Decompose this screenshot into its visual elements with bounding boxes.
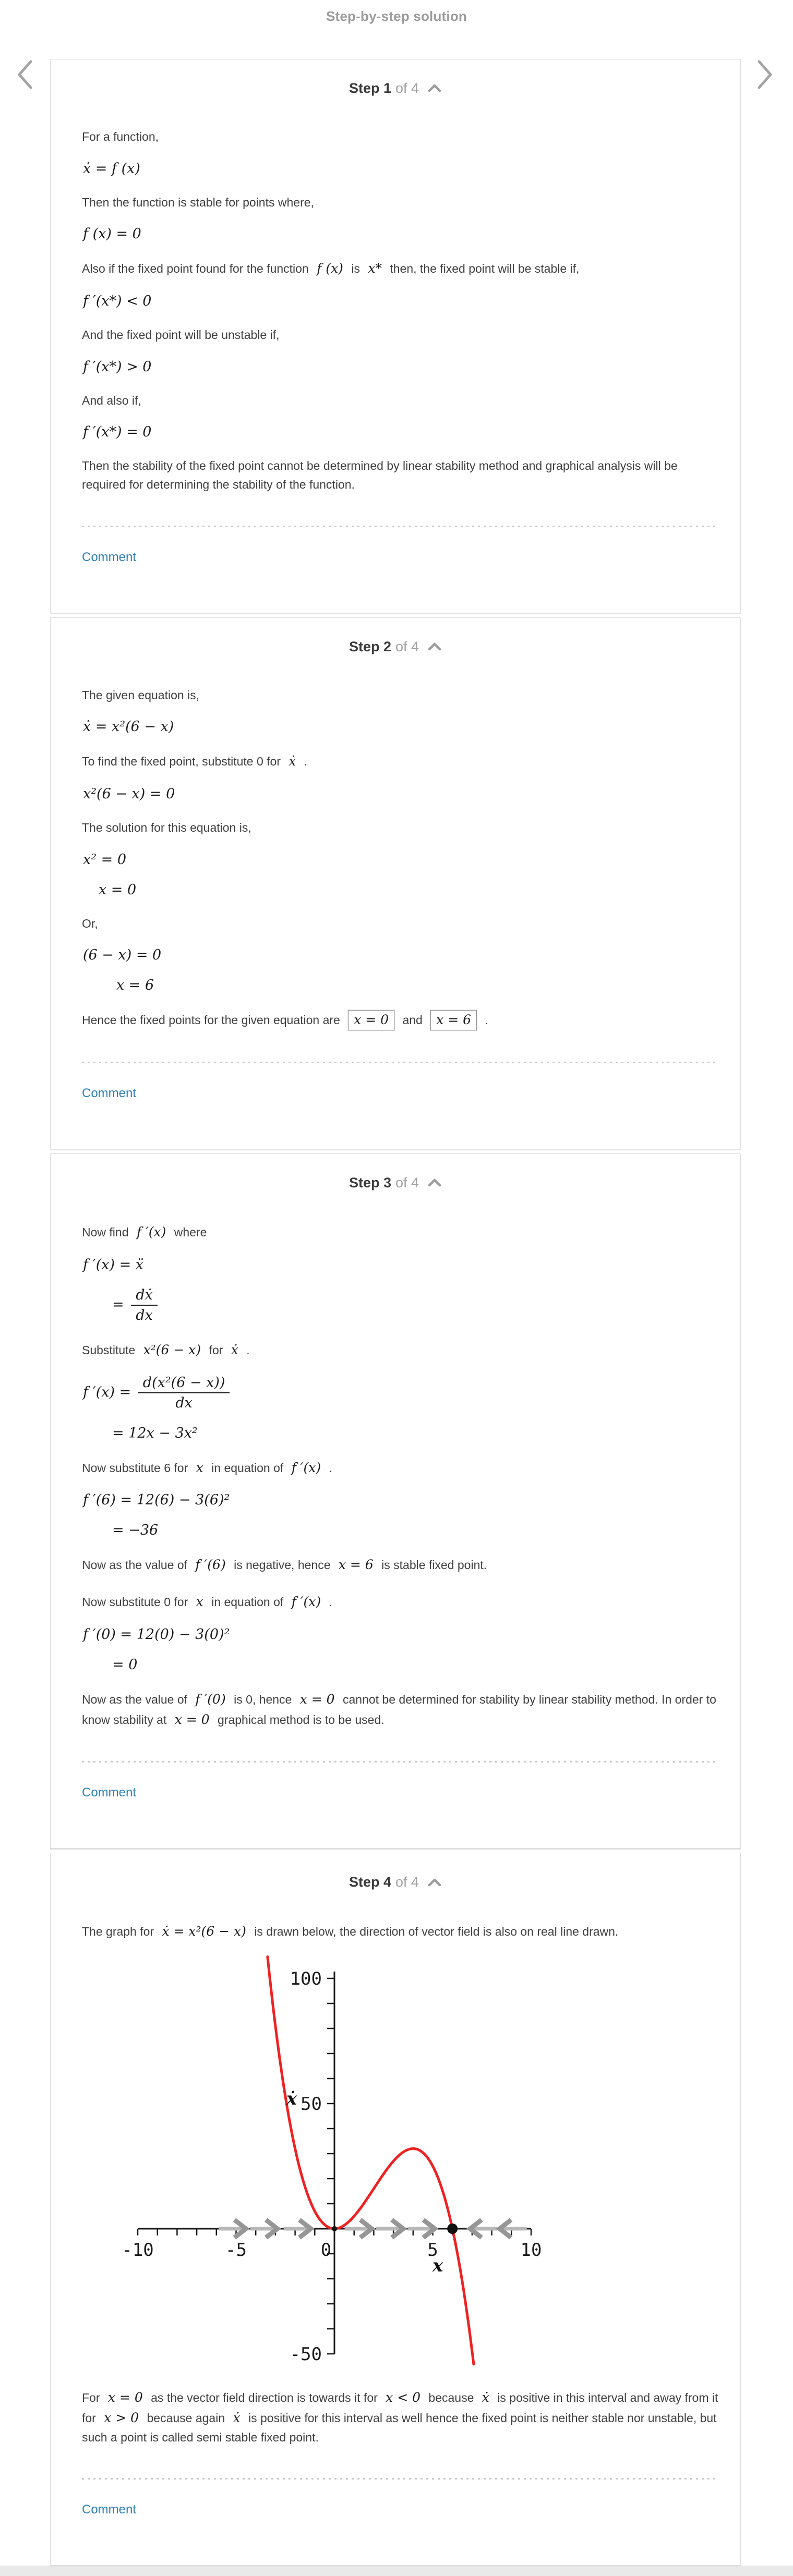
math-segment: f ′(6) = 12(6) − 3(6)² <box>83 1492 230 1509</box>
paragraph <box>82 1340 718 1360</box>
paragraph <box>82 1592 718 1612</box>
text-segment: in equation of <box>211 1461 284 1475</box>
direction-arrow <box>407 2220 435 2238</box>
text-segment: Substitute <box>82 1343 136 1357</box>
comment-link[interactable]: Comment <box>82 1785 137 1800</box>
math-line <box>112 1425 718 1441</box>
paragraph <box>82 193 718 212</box>
text-segment: Now substitute 6 for <box>82 1461 188 1475</box>
chevron-up-icon <box>427 1878 442 1887</box>
paragraph <box>82 128 718 147</box>
math-segment: x²(6 − x) = 0 <box>83 785 175 802</box>
paragraph <box>82 915 718 933</box>
prev-step-button[interactable] <box>16 59 33 92</box>
text-segment: Then the stability of the fixed point cannot be determined by linear stability method and graphical analysis will be required for determining the stability of the function. <box>82 459 678 491</box>
divider <box>82 2478 718 2480</box>
math-line <box>83 424 718 440</box>
text-segment: To find the fixed point, substitute 0 for <box>82 755 281 769</box>
inline-math: ẋ <box>482 2390 489 2405</box>
comment-link[interactable]: Comment <box>82 2502 137 2517</box>
text-segment: in equation of <box>211 1595 284 1609</box>
inline-math: ẋ <box>289 754 296 769</box>
math-line <box>116 977 718 993</box>
math-segment: f ′(x*) = 0 <box>83 424 152 441</box>
math-line <box>83 161 718 177</box>
x-tick-label: 5 <box>427 2240 438 2261</box>
paragraph <box>82 819 718 837</box>
step-count: of 4 <box>395 80 419 96</box>
paragraph <box>82 2388 718 2447</box>
text-segment: Then the function is stable for points where, <box>82 195 314 209</box>
step-body <box>51 128 740 613</box>
y-tick-label: 50 <box>301 2094 322 2115</box>
fraction-denominator: dx <box>136 1307 153 1323</box>
inline-math: x²(6 − x) <box>143 1342 201 1357</box>
solution-cards <box>50 59 741 2566</box>
math-segment: f ′(x) = ẍ <box>83 1256 144 1273</box>
paragraph <box>82 259 718 279</box>
collapse-step-button[interactable] <box>427 1178 442 1189</box>
text-segment: Also if the fixed point found for the function <box>82 262 309 276</box>
inline-math: f ′(6) <box>195 1557 226 1573</box>
text-segment: then, the fixed point will be stable if, <box>390 262 580 276</box>
step-title: Step 1 <box>349 80 391 96</box>
paragraph <box>82 392 718 410</box>
chevron-up-shape <box>429 86 440 91</box>
text-segment: is stable fixed point. <box>381 1558 487 1572</box>
chevron-up-shape <box>429 644 440 649</box>
inline-math: x <box>196 1594 203 1610</box>
math-line <box>83 852 718 868</box>
collapse-step-button[interactable] <box>427 1878 442 1889</box>
paragraph <box>82 1555 718 1575</box>
text-segment: Or, <box>82 916 98 930</box>
divider <box>82 1761 718 1763</box>
page-bottom-strip <box>0 2566 793 2576</box>
page-title: Step-by-step solution <box>326 8 467 24</box>
divider <box>82 526 718 527</box>
direction-arrow <box>376 2220 403 2238</box>
text-segment: Hence the fixed points for the given equation are <box>82 1013 340 1027</box>
inline-math: x = 0 <box>174 1711 210 1727</box>
text-segment: is negative, hence <box>234 1558 331 1572</box>
math-line <box>83 719 718 735</box>
math-line <box>99 882 718 898</box>
direction-arrow <box>219 2220 246 2238</box>
boxed-answer: x = 6 <box>430 1010 477 1030</box>
text-segment: And also if, <box>82 393 141 407</box>
step-card <box>50 59 741 613</box>
direction-arrow <box>250 2220 278 2238</box>
inline-math: x* <box>368 261 382 276</box>
step-count: of 4 <box>395 1175 419 1191</box>
step-count: of 4 <box>395 1874 419 1890</box>
inline-math: f ′(x) <box>291 1594 321 1610</box>
paragraph <box>82 686 718 705</box>
step-title: Step 2 <box>349 638 391 654</box>
math-line <box>83 226 718 242</box>
boxed-answer: x = 0 <box>348 1010 394 1030</box>
inline-math: ẋ <box>233 2410 241 2425</box>
y-tick-label: -50 <box>290 2344 322 2365</box>
divider <box>82 1062 718 1063</box>
fraction <box>138 1375 230 1411</box>
inline-math: x = 6 <box>338 1557 374 1573</box>
step-header <box>51 1154 740 1190</box>
text-segment: cannot be determined for stability by linear stability method. In order to know stability at <box>82 1692 716 1727</box>
step-body <box>51 686 740 1149</box>
text-segment: is 0, hence <box>234 1692 292 1706</box>
next-step-button[interactable] <box>756 59 774 92</box>
text-segment: . <box>246 1343 250 1357</box>
paragraph <box>82 1458 718 1478</box>
math-segment: f ′(x) = <box>83 1384 136 1401</box>
inline-math: f ′(0) <box>195 1691 226 1707</box>
text-segment: because again <box>147 2411 225 2425</box>
fraction-numerator: d(x²(6 − x)) <box>138 1375 230 1393</box>
chevron-up-icon <box>427 1178 442 1187</box>
text-segment: Now find <box>82 1225 129 1240</box>
inline-math: ẋ <box>231 1342 238 1357</box>
text-segment: The given equation is, <box>82 688 200 702</box>
text-segment: is positive for this interval as well hence the fixed point is neither stable nor unstable, but such a point is called semi stable fixed point. <box>82 2411 717 2444</box>
math-segment: ẋ = x²(6 − x) <box>83 719 174 735</box>
math-line <box>83 947 718 963</box>
chevron-up-shape <box>429 1180 440 1185</box>
inline-math: f (x) <box>317 261 343 276</box>
math-segment: = 12x − 3x² <box>112 1425 198 1441</box>
chevron-left-icon <box>16 59 33 90</box>
x-tick-label: -5 <box>225 2240 247 2261</box>
chevron-up-shape <box>429 1880 440 1885</box>
text-segment: Now substitute 0 for <box>82 1595 188 1609</box>
fraction <box>131 1287 158 1323</box>
y-axis-label: ẋ <box>286 2088 297 2110</box>
math-segment: = <box>112 1296 129 1313</box>
step-title: Step 4 <box>349 1874 391 1890</box>
math-line <box>83 359 718 375</box>
fixed-point-dot <box>332 2226 337 2231</box>
math-segment: x = 6 <box>116 977 154 994</box>
inline-math: x = 0 <box>299 1691 335 1707</box>
fraction-numerator: dẋ <box>131 1287 158 1306</box>
text-segment: For a function, <box>82 130 159 143</box>
fixed-point-dot <box>447 2223 458 2234</box>
collapse-step-button[interactable] <box>427 83 442 94</box>
math-segment: f (x) = 0 <box>83 226 141 242</box>
direction-arrow <box>284 2220 311 2238</box>
math-line <box>83 1375 718 1411</box>
text-segment: as the vector field direction is towards it for <box>151 2391 378 2405</box>
math-segment: x² = 0 <box>83 851 127 868</box>
text-segment: graphical method is to be used. <box>218 1712 385 1727</box>
math-line <box>83 1492 718 1508</box>
math-segment: (6 − x) = 0 <box>83 947 162 964</box>
math-segment: f ′(x*) > 0 <box>83 358 152 375</box>
step-header <box>51 618 740 654</box>
math-segment: = −36 <box>112 1522 159 1539</box>
math-line <box>112 1287 718 1323</box>
inline-math: x <box>196 1460 203 1475</box>
paragraph <box>82 1922 718 1942</box>
solution-graph <box>105 1951 718 2371</box>
paragraph <box>82 1690 718 1730</box>
inline-math: ẋ = x²(6 − x) <box>162 1924 246 1939</box>
step-title: Step 3 <box>349 1175 391 1191</box>
math-line <box>83 786 718 802</box>
inline-math: f ′(x) <box>291 1460 321 1475</box>
text-segment: . <box>304 755 308 769</box>
comment-link[interactable]: Comment <box>82 1086 137 1101</box>
step-header <box>51 59 740 95</box>
comment-link[interactable]: Comment <box>82 550 137 564</box>
x-tick-label: 10 <box>520 2240 542 2261</box>
math-segment: x = 0 <box>99 881 137 898</box>
text-segment: is drawn below, the direction of vector field is also on real line drawn. <box>254 1925 619 1939</box>
math-segment: ẋ = f (x) <box>83 160 140 177</box>
text-segment: The solution for this equation is, <box>82 820 251 834</box>
math-line <box>83 1626 718 1643</box>
direction-arrow <box>470 2220 497 2238</box>
math-segment: f ′(0) = 12(0) − 3(0)² <box>83 1626 230 1643</box>
function-curve <box>268 1957 474 2365</box>
paragraph <box>82 457 718 494</box>
chevron-right-icon <box>756 59 774 90</box>
text-segment: . <box>329 1595 332 1609</box>
step-body <box>51 1922 740 2565</box>
fraction-denominator: dx <box>175 1394 193 1411</box>
text-segment: The graph for <box>82 1925 154 1939</box>
text-segment: For <box>82 2391 100 2405</box>
inline-math: x < 0 <box>386 2390 421 2405</box>
text-segment: and <box>402 1013 423 1027</box>
chevron-up-icon <box>427 642 442 651</box>
math-line <box>112 1657 718 1673</box>
text-segment: for <box>209 1343 223 1357</box>
text-segment: Now as the value of <box>82 1558 188 1572</box>
phase-line-plot <box>105 1951 543 2368</box>
text-segment: where <box>174 1225 207 1240</box>
paragraph <box>82 1222 718 1243</box>
math-segment: f ′(x*) < 0 <box>83 293 152 310</box>
math-line <box>112 1522 718 1538</box>
x-tick-label: 0 <box>320 2240 332 2261</box>
text-segment: And the fixed point will be unstable if, <box>82 328 280 342</box>
step-card <box>50 1853 741 2566</box>
text-segment: . <box>329 1461 332 1475</box>
step-body <box>51 1222 740 1848</box>
math-line <box>83 293 718 309</box>
math-line <box>83 1257 718 1273</box>
inline-math: x > 0 <box>104 2410 139 2425</box>
x-tick-label: -10 <box>122 2240 154 2261</box>
steps <box>50 59 741 2566</box>
paragraph <box>82 326 718 345</box>
inline-math: x = 0 <box>107 2390 143 2405</box>
y-tick-label: 100 <box>290 1969 322 1990</box>
chevron-up-icon <box>427 83 442 93</box>
text-segment: . <box>485 1013 488 1027</box>
collapse-step-button[interactable] <box>427 642 442 653</box>
text-segment: because <box>428 2391 474 2405</box>
step-card <box>50 617 741 1149</box>
inline-math: f ′(x) <box>136 1224 166 1240</box>
math-segment: = 0 <box>112 1656 138 1673</box>
text-segment: is positive in this interval and away from it for <box>82 2391 718 2425</box>
step-card <box>50 1153 741 1849</box>
paragraph <box>82 1010 718 1030</box>
step-header <box>51 1853 740 1889</box>
step-count: of 4 <box>395 638 419 654</box>
direction-arrow <box>500 2220 527 2238</box>
paragraph <box>82 751 718 772</box>
text-segment: is <box>351 262 360 276</box>
x-axis-label: x <box>432 2255 443 2277</box>
text-segment: Now as the value of <box>82 1692 188 1706</box>
